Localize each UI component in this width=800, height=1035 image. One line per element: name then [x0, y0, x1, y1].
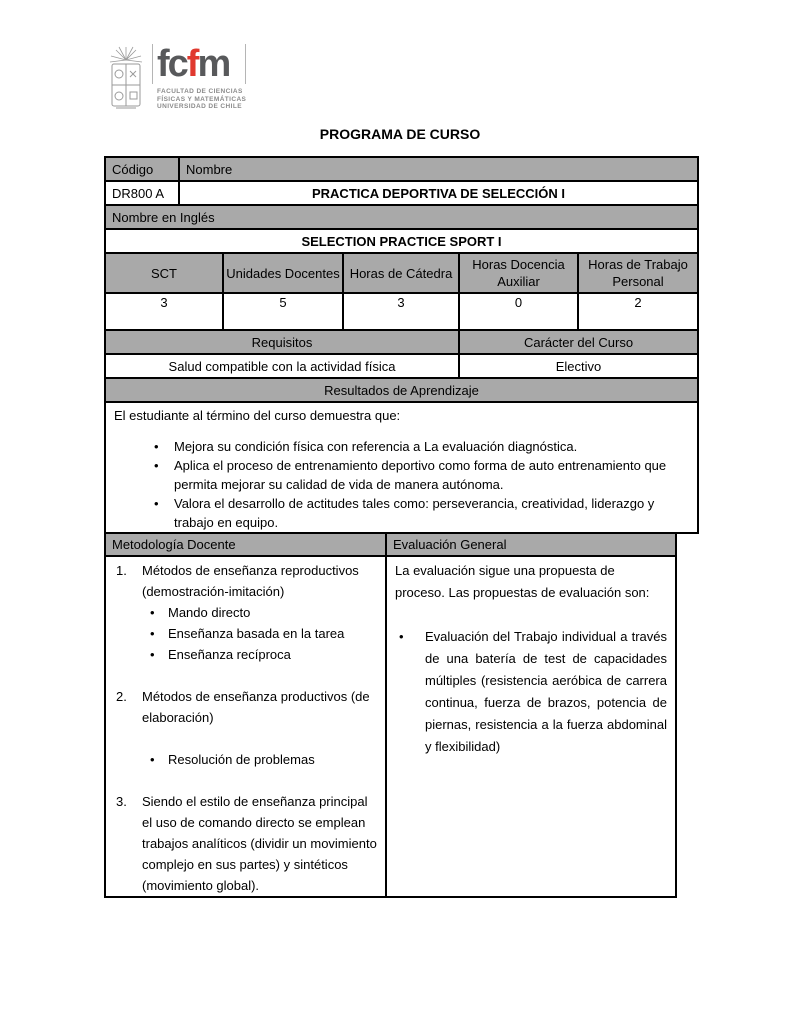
list-item	[112, 791, 379, 896]
list-item	[150, 644, 379, 665]
metodologia-content-cell	[105, 556, 386, 897]
sub-item-text: Mando directo	[168, 605, 251, 620]
bullet-icon: •	[150, 752, 155, 767]
bullet-icon: •	[150, 626, 155, 641]
table-row-english-header	[105, 205, 698, 229]
universidad-de-chile-seal-icon	[106, 46, 146, 122]
resultados-intro: El estudiante al término del curso demuestra que:	[114, 408, 401, 423]
sub-item-text: Enseñanza basada en la tarea	[168, 626, 345, 641]
table-row-resultados-header	[105, 378, 698, 402]
course-name-cell: PRACTICA DEPORTIVA DE SELECCIÓN I	[179, 181, 698, 205]
list-item	[112, 560, 379, 602]
evaluacion-content-cell	[386, 556, 676, 897]
item-number: 3.	[116, 794, 127, 809]
unidades-docentes-value-cell: 5	[223, 293, 343, 330]
item-text: Métodos de enseñanza reproductivos (demostración-imitación)	[142, 563, 359, 599]
caracter-value-cell: Electivo	[459, 354, 698, 378]
list-item	[395, 626, 667, 758]
table-row-hours-headers	[105, 253, 698, 293]
sct-value-cell: 3	[105, 293, 223, 330]
horas-trabajo-personal-header-cell: Horas de Trabajo Personal	[578, 253, 698, 293]
list-item	[154, 437, 689, 456]
faculty-name-lines	[152, 88, 246, 111]
requisitos-header-cell: Requisitos	[105, 330, 459, 354]
faculty-line-2: FÍSICAS Y MATEMÁTICAS	[157, 95, 247, 103]
fcfm-logo	[106, 44, 246, 122]
horas-docencia-auxiliar-value-cell: 0	[459, 293, 578, 330]
table-row-code-header	[105, 157, 698, 181]
methodology-evaluation-table	[104, 532, 677, 898]
fcfm-wordmark-block	[152, 44, 246, 111]
course-info-table	[104, 156, 699, 534]
table-row-code-value	[105, 181, 698, 205]
bullet-icon: •	[150, 605, 155, 620]
table-row-requisitos-header	[105, 330, 698, 354]
table-row-method-headers	[105, 533, 676, 556]
horas-trabajo-personal-value-cell: 2	[578, 293, 698, 330]
wordmark-red-f: f	[186, 43, 198, 85]
resultados-bullet-text: Aplica el proceso de entrenamiento deportivo como forma de auto entrenamiento que permita mejorar su calidad de vida de manera autónoma.	[174, 458, 667, 492]
sct-header-cell: SCT	[105, 253, 223, 293]
list-item	[150, 749, 379, 770]
table-row-hours-values	[105, 293, 698, 330]
wordmark-m: m	[197, 43, 230, 85]
list-item	[150, 623, 379, 644]
item-number: 1.	[116, 563, 127, 578]
table-row-requisitos-value	[105, 354, 698, 378]
table-row-method-content	[105, 556, 676, 897]
horas-docencia-auxiliar-header-cell: Horas Docencia Auxiliar	[459, 253, 578, 293]
table-row-resultados-content	[105, 402, 698, 533]
codigo-header-cell: Código	[105, 157, 179, 181]
fcfm-wordmark	[152, 44, 246, 84]
metodologia-header-cell: Metodología Docente	[105, 533, 386, 556]
list-item	[154, 494, 689, 532]
evaluation-bullet-text: Evaluación del Trabajo individual a través de una batería de test de capacidades múltiples (resistencia aeróbica de carrera continua, fuerza de brazos, potencia de piernas, resistencia a la fuerza abdominal y flexibilidad)	[425, 629, 667, 754]
faculty-line-3: UNIVERSIDAD DE CHILE	[157, 103, 242, 110]
bullet-icon: •	[154, 458, 159, 473]
wordmark-fc: fc	[157, 43, 187, 85]
requisitos-value-cell: Salud compatible con la actividad física	[105, 354, 459, 378]
caracter-header-cell: Carácter del Curso	[459, 330, 698, 354]
method-sublist-1	[150, 602, 379, 665]
sub-item-text: Resolución de problemas	[168, 752, 315, 767]
english-name-cell: SELECTION PRACTICE SPORT I	[105, 229, 698, 253]
resultados-bullet-text: Mejora su condición física con referencia a La evaluación diagnóstica.	[174, 439, 578, 454]
evaluation-intro: La evaluación sigue una propuesta de proceso. Las propuestas de evaluación son:	[395, 563, 650, 600]
list-item	[154, 456, 689, 494]
horas-catedra-header-cell: Horas de Cátedra	[343, 253, 459, 293]
bullet-icon: •	[154, 439, 159, 454]
item-number: 2.	[116, 689, 127, 704]
method-sublist-2	[150, 749, 379, 770]
list-item	[150, 602, 379, 623]
page-title: PROGRAMA DE CURSO	[319, 126, 481, 142]
bullet-icon: •	[154, 496, 159, 511]
nombre-ingles-header-cell: Nombre en Inglés	[105, 205, 698, 229]
resultados-bullet-list	[154, 437, 689, 532]
codigo-value-cell: DR800 A	[105, 181, 179, 205]
resultados-header-cell: Resultados de Aprendizaje	[105, 378, 698, 402]
resultados-bullet-text: Valora el desarrollo de actitudes tales como: perseverancia, creatividad, liderazgo y trabajo en equipo.	[174, 496, 655, 530]
sub-item-text: Enseñanza recíproca	[168, 647, 291, 662]
nombre-header-cell: Nombre	[179, 157, 698, 181]
faculty-line-1: FACULTAD DE CIENCIAS	[157, 88, 243, 95]
horas-catedra-value-cell: 3	[343, 293, 459, 330]
table-row-english-value	[105, 229, 698, 253]
bullet-icon: •	[150, 647, 155, 662]
evaluacion-header-cell: Evaluación General	[386, 533, 676, 556]
list-item	[112, 686, 379, 728]
resultados-content-cell	[105, 402, 698, 533]
item-text: Métodos de enseñanza productivos (de elaboración)	[142, 689, 370, 725]
unidades-docentes-header-cell: Unidades Docentes	[223, 253, 343, 293]
item-text: Siendo el estilo de enseñanza principal el uso de comando directo se emplean trabajos analíticos (dividir un movimiento complejo en sus partes) y sintéticos (movimiento global).	[142, 794, 377, 893]
bullet-icon: •	[399, 629, 404, 644]
